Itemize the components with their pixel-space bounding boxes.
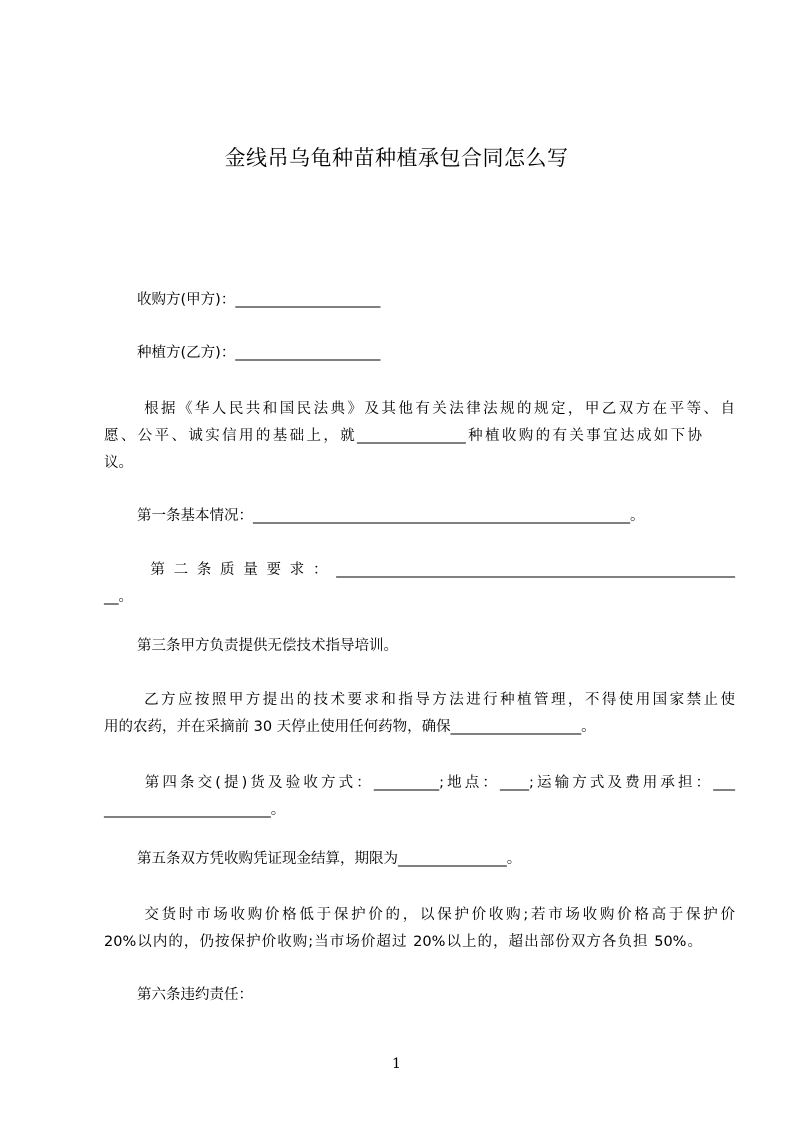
- preamble-line-3: 议。: [104, 455, 133, 471]
- article-3-detail-line-1: 乙方应按照甲方提出的技术要求和指导方法进行种植管理，不得使用国家禁止使: [137, 692, 735, 708]
- article-6-line: 第六条违约责任：: [137, 987, 253, 1003]
- article-1-line: 第一条基本情况：____________________________________________________。: [137, 508, 645, 524]
- price-clause-line-1: 交货时市场收购价格低于保护价的，以保护价收购;若市场收购价格高于保护价: [137, 907, 735, 923]
- buyer-party-line: 收购方(甲方)：____________________: [137, 292, 381, 308]
- article-3-detail-line-2: 用的农药，并在采摘前 30 天停止使用任何药物，确保__________________。: [104, 719, 596, 735]
- preamble-line-2: 愿、公平、诚实信用的基础上，就_______________种植收购的有关事宜达成如下协: [104, 428, 702, 444]
- preamble-line-1: 根据《华人民共和国民法典》及其他有关法律法规的规定，甲乙双方在平等、自: [137, 401, 735, 417]
- article-5-line: 第五条双方凭收购凭证现金结算，期限为_______________。: [137, 851, 522, 867]
- price-clause-line-2: 20%以内的，仍按保护价收购;当市场价超过 20%以上的，超出部份双方各负担 50%。: [104, 934, 702, 950]
- article-4-line-2: _______________________。: [104, 802, 286, 818]
- page-number: 1: [392, 1056, 401, 1072]
- article-2-line-1: 第二条质量要求：_______________________________________________________: [137, 562, 735, 578]
- document-title: 金线吊乌龟种苗种植承包合同怎么写: [224, 146, 569, 170]
- article-4-line-1: 第四条交(提)货及验收方式：_________;地点：____;运输方式及费用承担：___: [137, 775, 735, 791]
- article-2-line-2: __。: [104, 589, 133, 605]
- article-3-line: 第三条甲方负责提供无偿技术指导培训。: [137, 638, 398, 654]
- grower-party-line: 种植方(乙方)：____________________: [137, 345, 381, 361]
